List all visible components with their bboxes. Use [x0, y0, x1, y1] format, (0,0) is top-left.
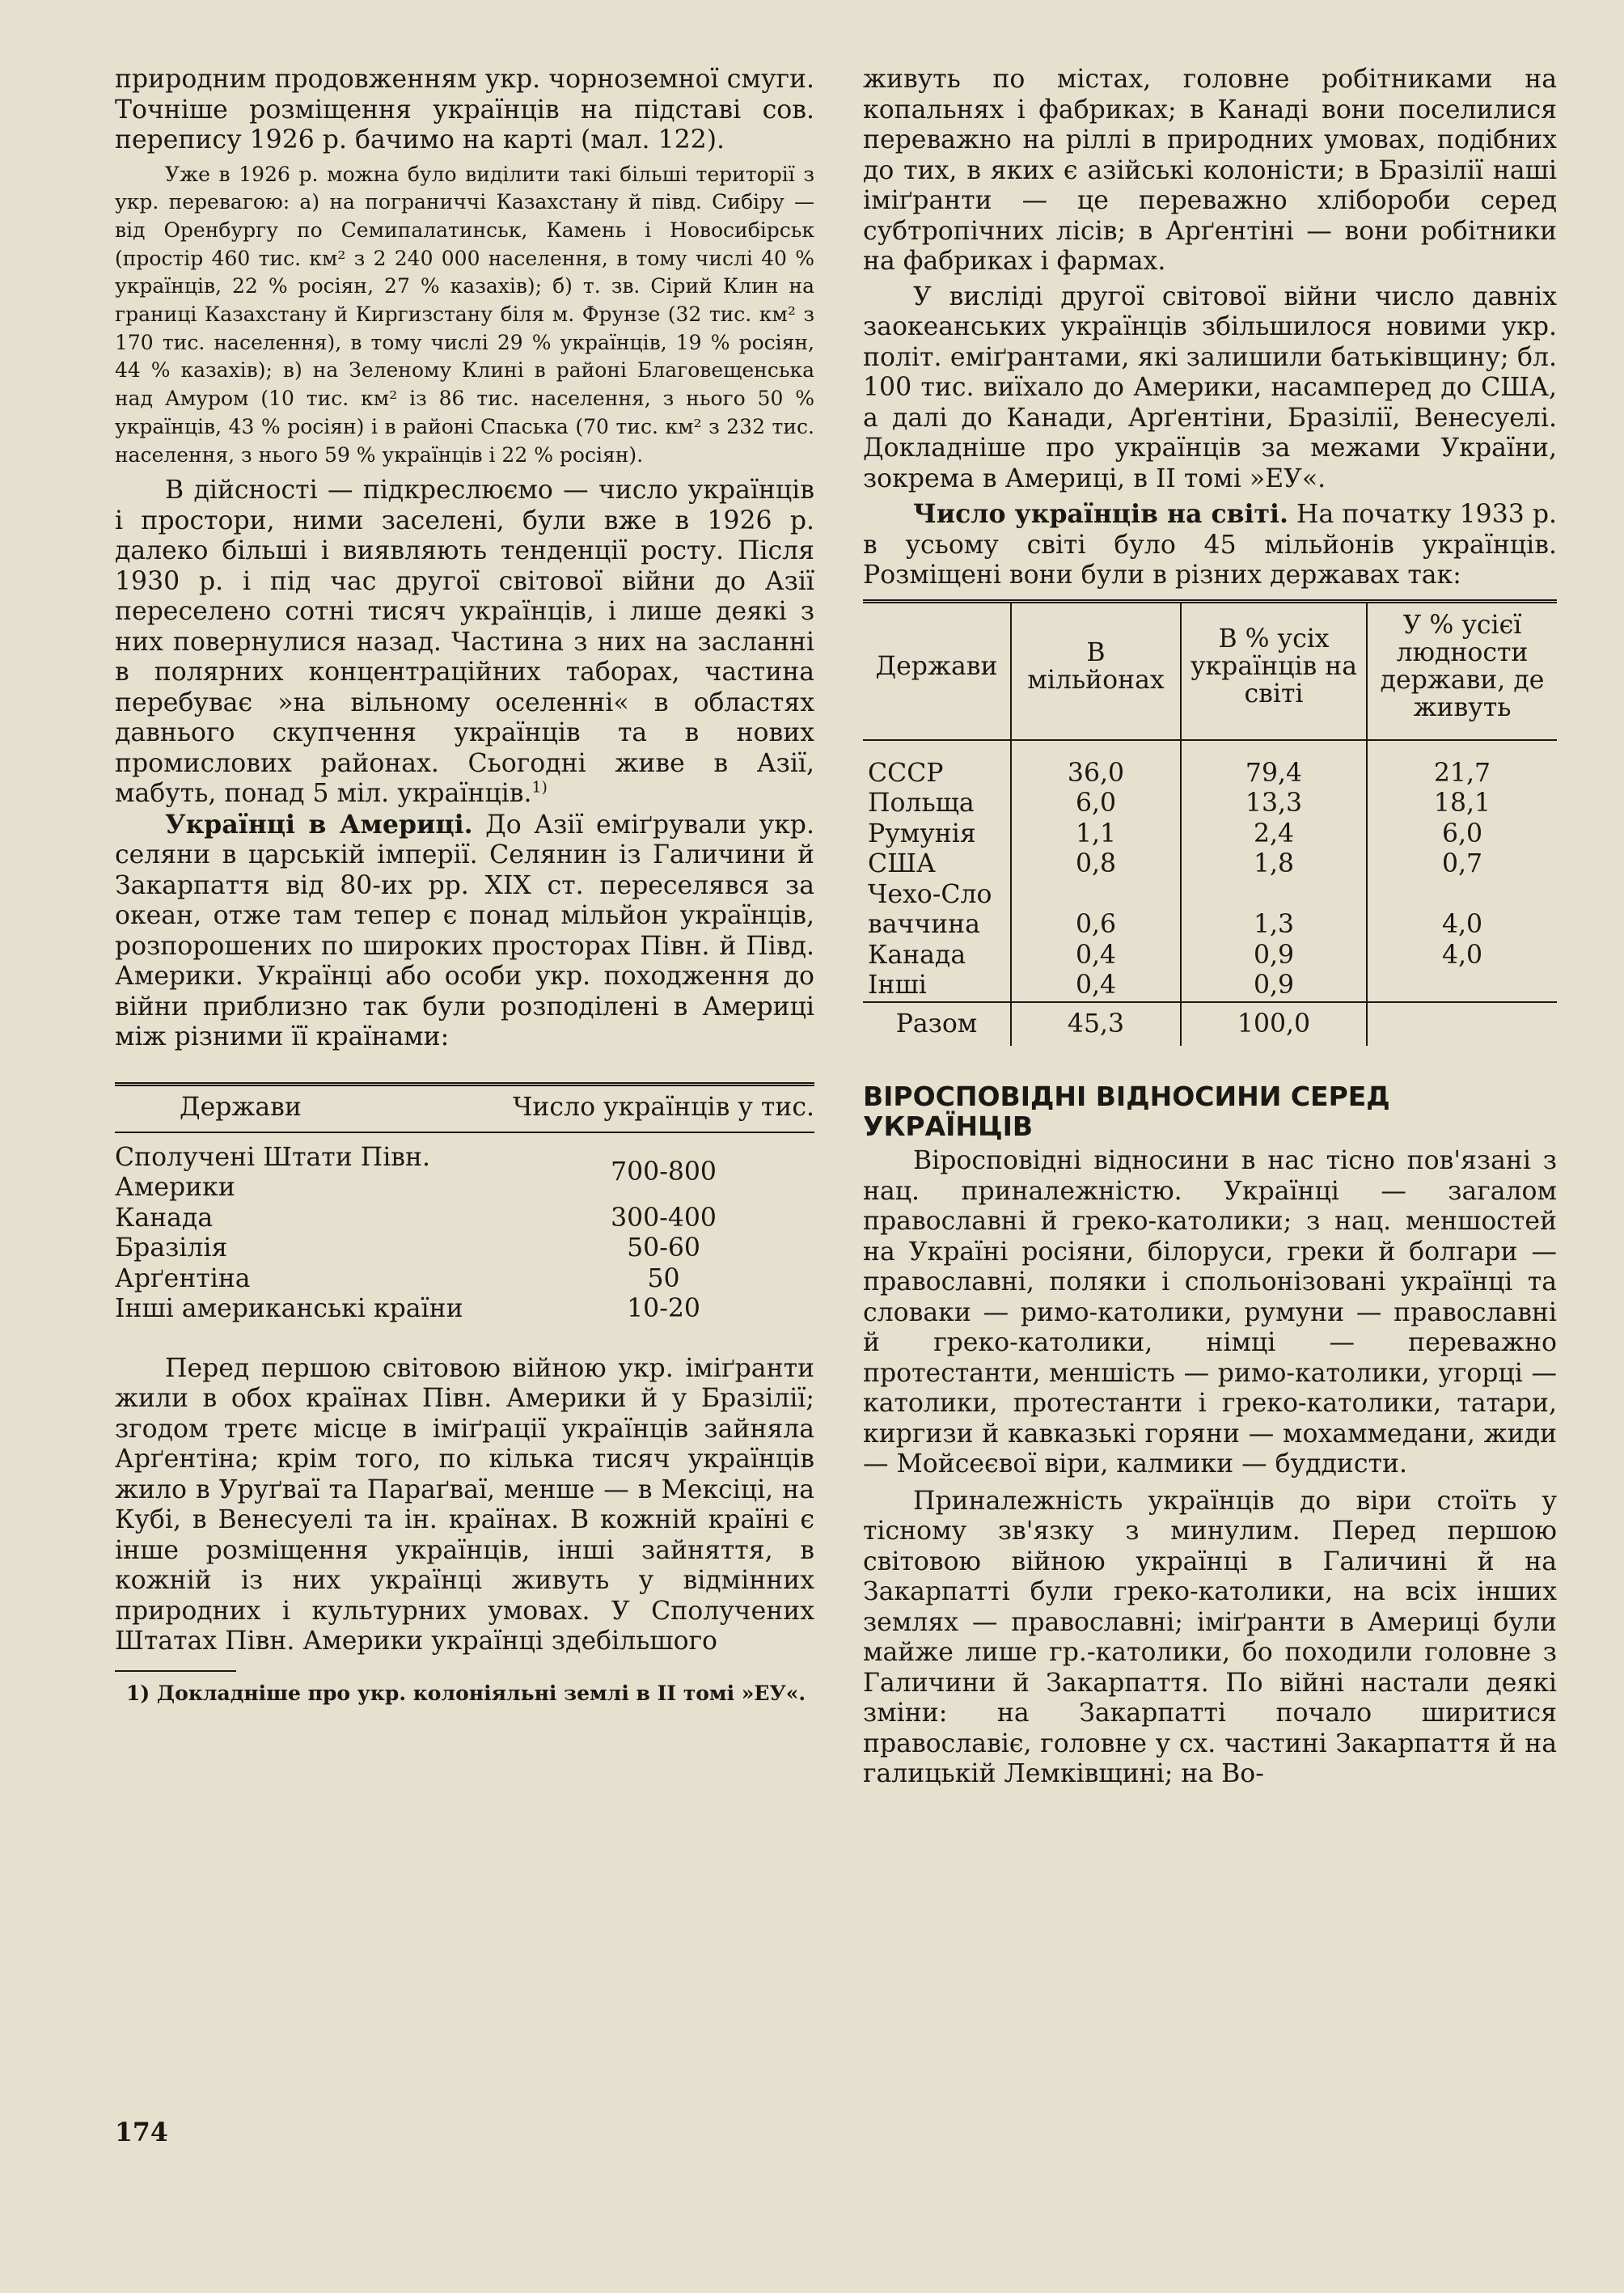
footnote-rule	[115, 1670, 236, 1672]
state-cell: Сполучені Штати Півн. Америки	[115, 1142, 431, 1203]
state-cell: Румунія	[868, 819, 976, 848]
paragraph-text: На початку 1933 р. в усьому світі було 45 мільйонів українців. Розміщені вони були в різних державах так:	[863, 500, 1557, 590]
column-header-percent-population: У % усієї людности держави, де живуть	[1367, 603, 1557, 740]
column-header-states: Держави	[115, 1086, 513, 1132]
value-cell: 700-800	[611, 1157, 717, 1187]
column-header-percent-ukrainians: В % усіх українців на світі	[1181, 603, 1367, 740]
population-percent-cell	[1367, 971, 1557, 1002]
paragraph-text: До Азії еміґрували укр. селяни в царській імперії. Селянин із Галичини й Закарпаття від 80-их рр. XIX ст. переселявся за океан, отже там тепер є понад мільйон українців, розпорошених по широких просторах Півн. й Півд. Америки. Українці або особи укр. походження до війни приблизно так були розподілені в Америці між різними її країнами:	[115, 810, 814, 1052]
paragraph: живуть по містах, головне робітниками на копальнях і фабриках; в Канаді вони поселилися переважно на ріллі в природних умовах, подібних до тих, в яких є азійські колоністи; в Бразілії наші іміґранти — це переважно хлібороби серед субтропічних лісів; в Арґентіні — вони робітники на фабриках і фармах.	[863, 65, 1557, 276]
population-percent-cell: 18,1	[1367, 789, 1557, 819]
section-lead: Число українців на світі.	[913, 499, 1288, 529]
table-row	[863, 971, 1557, 1002]
percent-cell: 13,3	[1181, 789, 1367, 819]
paragraph: Перед першою світовою війною укр. іміґранти жили в обох країнах Півн. Америки й у Бразілії; згодом третє місце в іміґрації українців зайняла Арґентіна; крім того, по кілька тисяч українців жило в Уруґваї та Параґваї, менше — в Мексіці, на Кубі, в Венесуелі та ін. країнах. В кожній країні є інше розміщення українців, інші зайняття, в кожній із них українці живуть у відмінних природних і культурних умовах. У Сполучених Штатах Півн. Америки українці здебільшого	[115, 1353, 814, 1656]
paragraph: природним продовженням укр. чорноземної смуги. Точніше розміщення українців на підставі сов. перепису 1926 р. бачимо на карті (мал. 122).	[115, 65, 814, 154]
ukrainians-in-world-table	[863, 603, 1557, 1047]
value-cell: 50	[647, 1263, 680, 1293]
table-row	[115, 1143, 814, 1204]
state-cell: США	[868, 849, 936, 878]
table-row	[863, 819, 1557, 850]
state-cell: Інші американські країни	[115, 1294, 463, 1324]
small-print-paragraph: Уже в 1926 р. можна було виділити такі більші території з укр. перевагою: а) на пограниччі Казахстану й півд. Сибіру — від Оренбургу по Семипалатинськ, Камень і Новосибірськ (простір 460 тис. км² з 2 240 000 населення, в тому числі 40 % українців, 22 % росіян, 27 % казахів); б) т. зв. Сірий Клин на границі Казахстану й Киргизстану біля м. Фрунзе (32 тис. км² з 170 тис. населення), в тому числі 29 % українців, 19 % росіян, 44 % казахів); в) на Зеленому Клині в районі Благовещенська над Амуром (10 тис. км² із 86 тис. населення, з нього 50 % українців, 43 % росіян) і в районі Спаська (70 тис. км² з 232 тис. населення, з нього 59 % українців і 22 % росіян).	[115, 162, 814, 467]
paragraph	[115, 476, 814, 810]
paragraph: У висліді другої світової війни число давніх заокеанських українців збільшилося новими укр. політ. еміґрантами, які залишили батьківщину; бл. 100 тис. виїхало до Америки, насамперед до США, а далі до Канади, Арґентіни, Бразілії, Венесуелі. Докладніше про українців за межами України, зокрема в Америці, в II томі »ЕУ«.	[863, 281, 1557, 493]
paragraph	[863, 499, 1557, 591]
percent-cell: 1,8	[1181, 849, 1367, 880]
column-header-count: Число українців у тис.	[513, 1086, 814, 1132]
table-row	[863, 789, 1557, 819]
state-cell: Польща	[868, 789, 975, 818]
millions-cell: 0,4	[1011, 941, 1181, 971]
state-cell: СССР	[868, 758, 944, 788]
millions-cell: 36,0	[1011, 759, 1181, 789]
population-percent-cell: 4,0	[1367, 880, 1557, 941]
table-row	[863, 880, 1557, 941]
state-cell: Канада	[868, 940, 966, 970]
paragraph: Віросповідні відносини в нас тісно пов'язані з нац. приналежністю. Українці — загалом православні й греко-католики; з нац. меншостей на Україні росіяни, білоруси, греки й болгари — православні, поляки і спольонізовані українці та словаки — римо-католики, румуни — православні й греко-католики, німці — переважно протестанти, меншість — римо-католики, угорці — католики, протестанти і греко-католики, татари, киргизи й кавказькі горяни — мохаммедани, жиди — Мойсеєвої віри, калмики — буддисти.	[863, 1146, 1557, 1479]
percent-cell: 2,4	[1181, 819, 1367, 850]
table-row	[863, 849, 1557, 880]
total-millions: 45,3	[1011, 1002, 1181, 1047]
percent-cell: 79,4	[1181, 759, 1367, 789]
section-heading: ВІРОСПОВІДНІ ВІДНОСИНИ СЕРЕД УКРАЇНЦІВ	[863, 1081, 1390, 1142]
table-row	[115, 1294, 814, 1325]
paragraph: Приналежність українців до віри стоїть у тісному зв'язку з минулим. Перед першою світовою війною українці в Галичині й на Закарпатті були греко-католики, на всіх інших землях — православні; іміґранти в Америці були майже лише гр.-католики, бо походили головне з Галичини й Закарпаття. По війні настали деякі зміни: на Закарпатті почало ширитися православіє, головне у сх. частині Закарпаття й на галицькій Лемківщині; на Во-	[863, 1486, 1557, 1788]
value-cell: 50-60	[627, 1233, 700, 1263]
millions-cell: 0,4	[1011, 971, 1181, 1002]
state-cell: Чехо-Словаччина	[868, 879, 992, 939]
value-cell: 300-400	[611, 1203, 717, 1233]
state-cell: Інші	[868, 971, 927, 1000]
table-row	[115, 1204, 814, 1234]
state-cell: Арґентіна	[115, 1263, 251, 1293]
percent-cell: 0,9	[1181, 971, 1367, 1002]
column-header-states: Держави	[863, 603, 1011, 740]
right-column	[863, 65, 1557, 1790]
table-row	[863, 759, 1557, 789]
total-percent: 100,0	[1181, 1002, 1367, 1047]
total-row	[863, 1002, 1557, 1047]
millions-cell: 0,8	[1011, 849, 1181, 880]
page-number: 174	[115, 2117, 168, 2147]
state-cell: Бразілія	[115, 1233, 228, 1263]
paragraph-text: В дійсності — підкреслюємо — число українців і простори, ними заселені, були вже в 1926 р. далеко більші і виявляють тенденції росту. Після 1930 р. і під час другої світової війни до Азії переселено сотні тисяч українців, і лише деякі з них повернулися назад. Частина з них на засланні в полярних концентраційних таборах, частина перебуває »на вільному оселенні« в областях давнього скупчення українців та в нових промислових районах. Сьогодні живе в Азії, мабуть, понад 5 міл. українців.	[115, 476, 814, 809]
ukrainians-in-america-table	[115, 1086, 814, 1325]
table-row	[863, 941, 1557, 971]
left-column	[115, 65, 814, 1707]
footnote-reference: 1)	[531, 778, 548, 797]
table-row	[115, 1264, 814, 1295]
percent-cell: 0,9	[1181, 941, 1367, 971]
millions-cell: 1,1	[1011, 819, 1181, 850]
population-percent-cell: 6,0	[1367, 819, 1557, 850]
state-cell: Канада	[115, 1203, 214, 1233]
paragraph	[115, 810, 814, 1053]
value-cell: 10-20	[627, 1294, 700, 1324]
millions-cell: 0,6	[1011, 880, 1181, 941]
total-empty	[1367, 1002, 1557, 1047]
population-percent-cell: 0,7	[1367, 849, 1557, 880]
millions-cell: 6,0	[1011, 789, 1181, 819]
population-percent-cell: 21,7	[1367, 759, 1557, 789]
footnote: 1) Докладніше про укр. колоніяльні землі в II томі »ЕУ«.	[126, 1681, 806, 1705]
total-label: Разом	[863, 1002, 1011, 1047]
section-lead: Українці в Америці.	[165, 809, 473, 840]
table-row	[115, 1233, 814, 1264]
column-header-millions: В мільйонах	[1011, 603, 1181, 740]
population-percent-cell: 4,0	[1367, 941, 1557, 971]
percent-cell: 1,3	[1181, 880, 1367, 941]
